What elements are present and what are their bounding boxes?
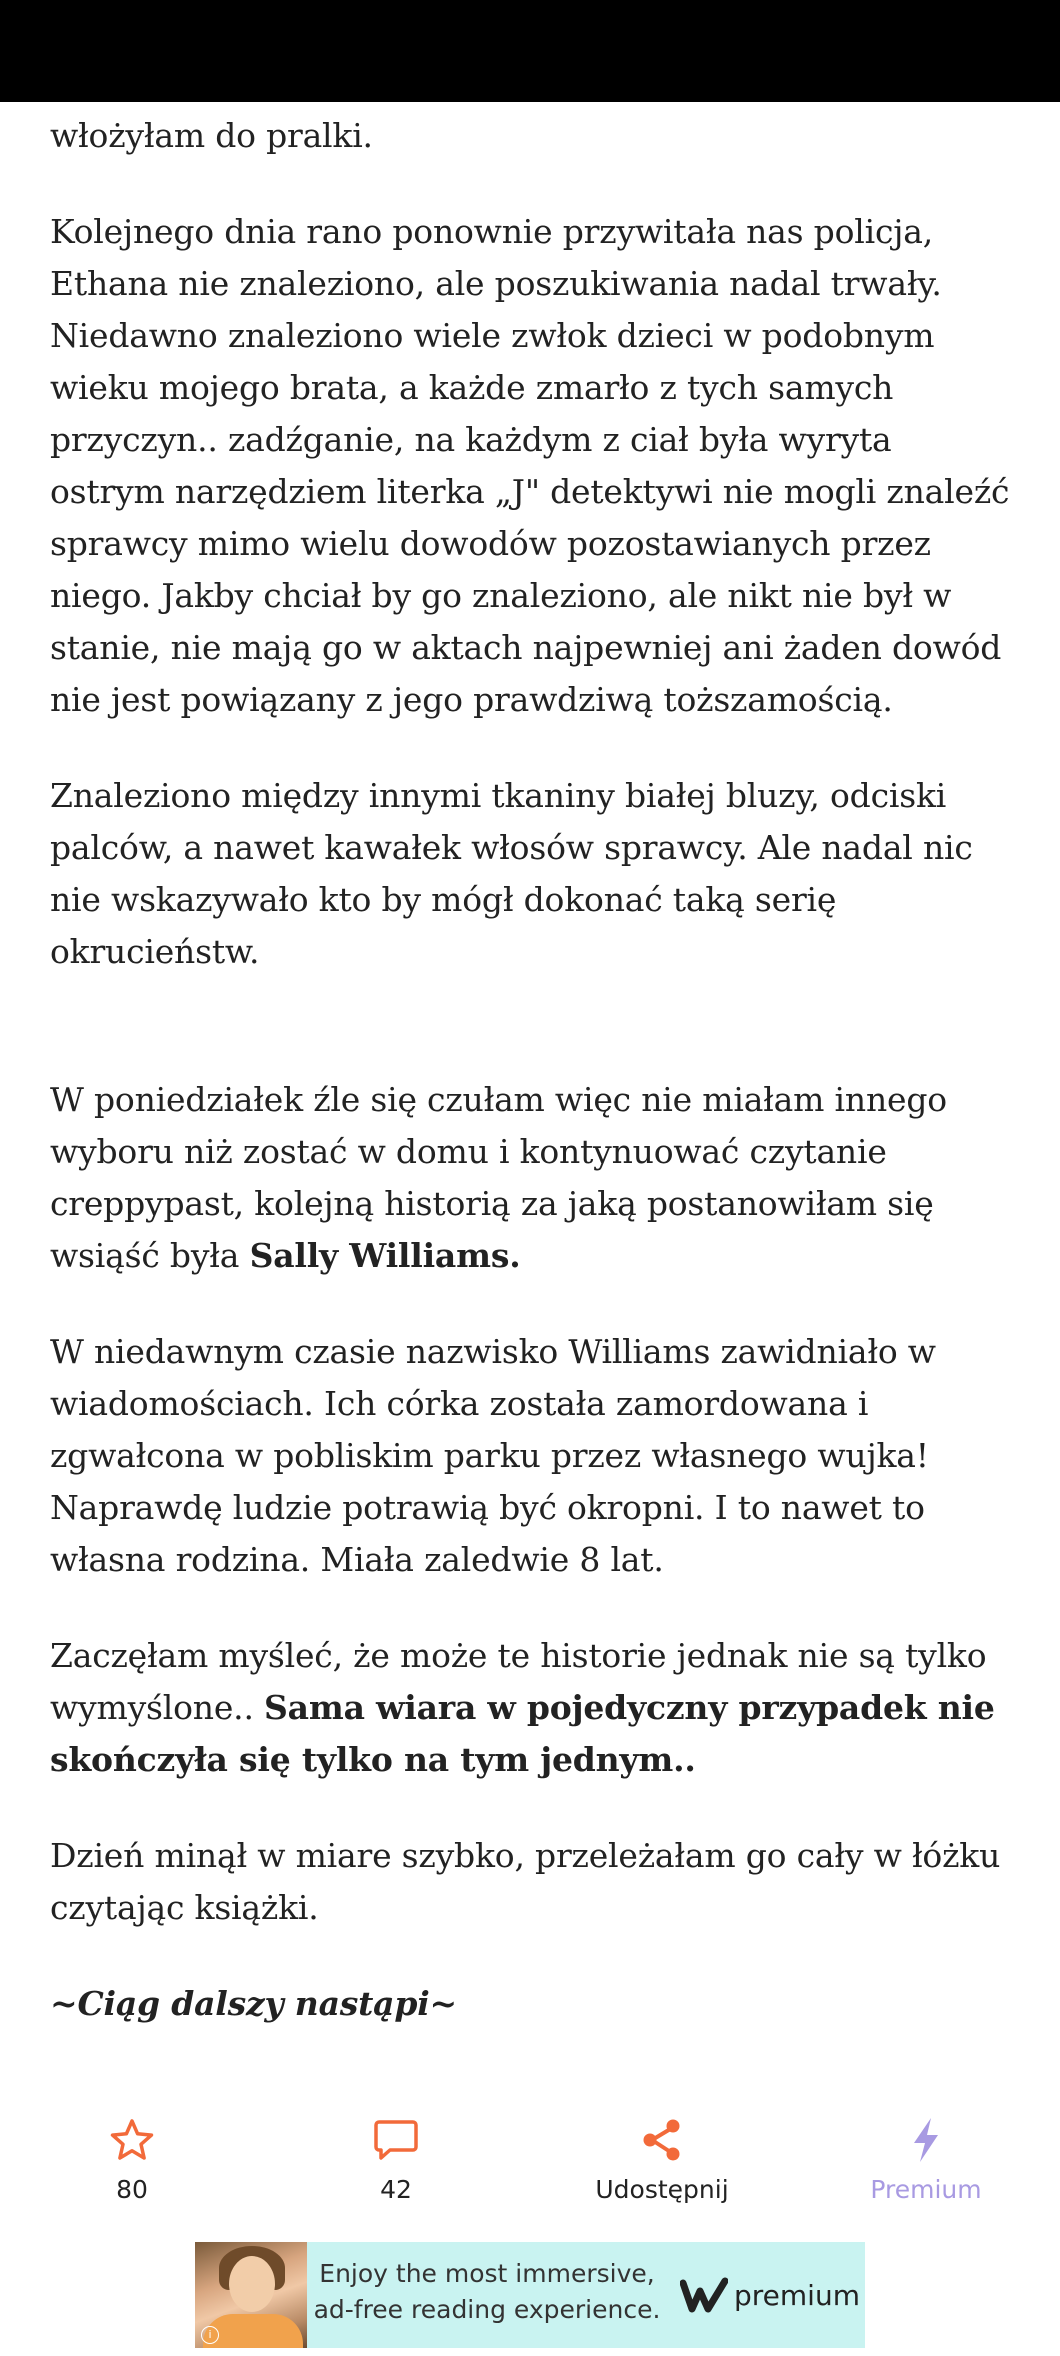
story-paragraph: Dzień minął w miare szybko, przeleżałam go cały w łóżku czytając książki. (50, 1836, 1001, 1927)
story-paragraph: Kolejnego dnia rano ponownie przywitała nas policja, Ethana nie znaleziono, ale poszukiwania nadal trwały. Niedawno znaleziono wiele zwłok dzieci w podobnym wieku mojego brata, a każde zmarło z tych samych przyczyn.. zadźganie, na każdym z ciał była wyryta ostrym narzędziem literka „J" detektywi nie mogli znaleźć sprawcy mimo wielu dowodów pozostawianych przez niego. Jakby chciał by go znaleziono, ale nikt nie był w stanie, nie mają go w aktach najpewniej ani żaden dowód nie jest powiązany z jego prawdziwą toższamością. (50, 212, 1010, 719)
story-paragraph (50, 1630, 1010, 1786)
story-paragraph: włożyłam do pralki. (50, 116, 373, 155)
share-button[interactable] (542, 2116, 782, 2206)
share-label: Udostępnij (595, 2175, 729, 2204)
status-bar (0, 0, 1060, 102)
paragraph-text: W poniedziałek źle się czułam więc nie miałam innego wyboru niż zostać w domu i kontynuować czytanie creppypast, kolejną historią za jaką postanowiłam się wsiąść była (50, 1080, 947, 1275)
ad-line: Enjoy the most immersive, (319, 2259, 655, 2288)
ad-text (307, 2256, 667, 2328)
ad-line: ad-free reading experience. (313, 2295, 661, 2324)
action-bar (0, 2116, 1060, 2216)
wattpad-w-icon (680, 2277, 728, 2313)
share-icon (638, 2116, 686, 2164)
star-icon (108, 2116, 156, 2164)
story-paragraph (50, 1074, 1010, 1282)
lightning-icon (902, 2116, 950, 2164)
story-paragraph: W niedawnym czasie nazwisko Williams zawidniało w wiadomościach. Ich córka została zamordowana i zgwałcona w pobliskim parku przez własnego wujka! Naprawdę ludzie potrawią być okropni. I to nawet to własna rodzina. Miała zaledwie 8 lat. (50, 1332, 936, 1579)
story-paragraph: Znaleziono między innymi tkaniny białej bluzy, odciski palców, a nawet kawałek włosów sprawcy. Ale nadal nic nie wskazywało kto by mógł dokonać taką serię okrucieństw. (50, 776, 973, 971)
vote-button[interactable] (12, 2116, 252, 2206)
bold-text: Sama wiara w pojedyczny przypadek nie skończyła się tylko na tym jednym.. (50, 1688, 995, 1779)
premium-ad-banner[interactable] (195, 2242, 865, 2348)
ad-photo (195, 2242, 307, 2348)
comment-count: 42 (380, 2175, 412, 2204)
comments-button[interactable] (276, 2116, 516, 2206)
vote-count: 80 (116, 2175, 148, 2204)
premium-label: Premium (870, 2175, 982, 2204)
premium-button[interactable] (806, 2116, 1046, 2206)
paragraph-text: Zaczęłam myśleć, że może te historie jednak nie są tylko wymyślone.. (50, 1636, 987, 1727)
brand-text: premium (734, 2278, 860, 2312)
story-content (50, 86, 1010, 2074)
wattpad-premium-logo (680, 2272, 860, 2318)
bold-text: Sally Williams. (249, 1236, 521, 1275)
to-be-continued: ~Ciąg dalszy nastąpi~ (50, 1984, 458, 2023)
info-icon[interactable]: i (201, 2326, 219, 2344)
comment-icon (372, 2116, 420, 2164)
